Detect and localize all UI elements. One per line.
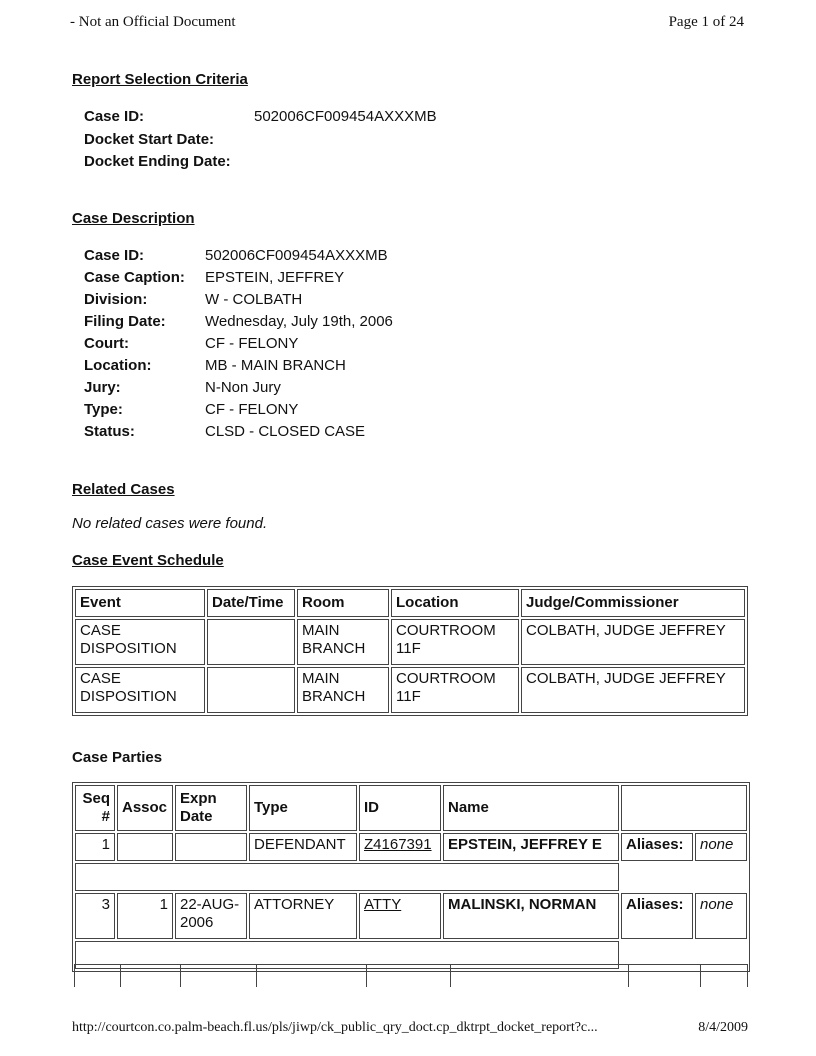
- table-row: [75, 833, 747, 861]
- col-header-event: Event: [75, 589, 205, 617]
- field-label: Filing Date:: [84, 313, 166, 330]
- case-event-schedule-heading: Case Event Schedule: [72, 552, 224, 569]
- field-label: Location:: [84, 357, 152, 374]
- case-description-heading: Case Description: [72, 210, 195, 227]
- datetime-cell: [207, 619, 295, 665]
- location-cell: COURTROOM 11F: [391, 619, 519, 665]
- cd-row: [84, 355, 346, 377]
- field-value: MB - MAIN BRANCH: [205, 357, 346, 374]
- cell-divider: [700, 965, 701, 987]
- cd-row: [84, 421, 365, 443]
- party-name-cell: EPSTEIN, JEFFREY E: [443, 833, 619, 861]
- field-value: CF - FELONY: [205, 401, 299, 418]
- aliases-label-cell: Aliases:: [621, 833, 693, 861]
- col-header-type: Type: [249, 785, 357, 831]
- expn-date-cell: [175, 833, 247, 861]
- cell-divider: [180, 965, 181, 987]
- cd-row: [84, 267, 344, 289]
- col-header-assoc: Assoc: [117, 785, 173, 831]
- field-label: Docket Start Date:: [84, 131, 215, 148]
- party-id-link[interactable]: ATTY: [359, 893, 441, 939]
- related-cases-heading: Related Cases: [72, 481, 175, 498]
- table-row-cutoff: [74, 964, 748, 987]
- case-parties-table: [72, 782, 750, 972]
- expn-date-cell: 22-AUG-2006: [175, 893, 247, 939]
- field-label: Case ID:: [84, 108, 145, 125]
- col-header-datetime: Date/Time: [207, 589, 295, 617]
- field-label: Type:: [84, 401, 123, 418]
- rsc-docket-end-row: [84, 153, 254, 171]
- col-header-room: Room: [297, 589, 389, 617]
- field-label: Status:: [84, 423, 135, 440]
- footer-date: 8/4/2009: [698, 1020, 748, 1035]
- event-cell: CASE DISPOSITION: [75, 619, 205, 665]
- judge-cell: COLBATH, JUDGE JEFFREY: [521, 667, 745, 713]
- table-row: [75, 893, 747, 939]
- page-number: Page 1 of 24: [668, 14, 744, 30]
- cell-divider: [120, 965, 121, 987]
- col-header-location: Location: [391, 589, 519, 617]
- party-name-cell: MALINSKI, NORMAN: [443, 893, 619, 939]
- room-cell: MAIN BRANCH: [297, 667, 389, 713]
- rsc-docket-start-row: [84, 131, 254, 149]
- col-header-expn-date: Expn Date: [175, 785, 247, 831]
- cell-divider: [628, 965, 629, 987]
- judge-cell: COLBATH, JUDGE JEFFREY: [521, 619, 745, 665]
- event-schedule-table: [72, 586, 748, 716]
- location-cell: COURTROOM 11F: [391, 667, 519, 713]
- seq-cell: 3: [75, 893, 115, 939]
- cd-row: [84, 333, 298, 355]
- case-parties-heading: Case Parties: [72, 749, 163, 766]
- cd-row: [84, 399, 298, 421]
- field-label: Jury:: [84, 379, 121, 396]
- spacer-cell: [75, 863, 619, 891]
- field-value: Wednesday, July 19th, 2006: [205, 313, 393, 330]
- table-header-row: [75, 785, 747, 831]
- field-label: Case Caption:: [84, 269, 185, 286]
- rsc-case-id-row: [84, 108, 437, 126]
- datetime-cell: [207, 667, 295, 713]
- cd-row: [84, 245, 388, 267]
- cd-row: [84, 377, 281, 399]
- cell-divider: [747, 965, 748, 987]
- field-label: Court:: [84, 335, 129, 352]
- aliases-value-cell: none: [695, 893, 747, 939]
- report-selection-heading: Report Selection Criteria: [72, 71, 248, 88]
- field-value: 502006CF009454AXXXMB: [254, 108, 437, 125]
- field-value: N-Non Jury: [205, 379, 281, 396]
- col-header-seq: Seq #: [75, 785, 115, 831]
- cd-row: [84, 311, 393, 333]
- cd-row: [84, 289, 302, 311]
- col-header-judge: Judge/Commissioner: [521, 589, 745, 617]
- related-cases-message: No related cases were found.: [72, 515, 268, 532]
- table-header-row: [75, 589, 745, 617]
- aliases-value-cell: none: [695, 833, 747, 861]
- type-cell: DEFENDANT: [249, 833, 357, 861]
- field-value: W - COLBATH: [205, 291, 303, 308]
- field-value: 502006CF009454AXXXMB: [205, 247, 388, 264]
- col-header-name: Name: [443, 785, 619, 831]
- event-cell: CASE DISPOSITION: [75, 667, 205, 713]
- assoc-cell: [117, 833, 173, 861]
- table-row: [75, 619, 745, 665]
- table-row: [75, 667, 745, 713]
- field-value: CLSD - CLOSED CASE: [205, 423, 366, 440]
- col-header-aliases-empty: [621, 785, 747, 831]
- cell-divider: [366, 965, 367, 987]
- cell-divider: [450, 965, 451, 987]
- room-cell: MAIN BRANCH: [297, 619, 389, 665]
- field-value: CF - FELONY: [205, 335, 299, 352]
- footer-url: http://courtcon.co.palm-beach.fl.us/pls/jiwp/ck_public_qry_doct.cp_dktrpt_docket_report?c...: [72, 1020, 598, 1035]
- party-id-link[interactable]: Z4167391: [359, 833, 441, 861]
- type-cell: ATTORNEY: [249, 893, 357, 939]
- field-label: Docket Ending Date:: [84, 153, 231, 170]
- header-left-text: - Not an Official Document: [70, 14, 236, 30]
- assoc-cell: 1: [117, 893, 173, 939]
- table-row-spacer: [75, 863, 747, 891]
- field-value: EPSTEIN, JEFFREY: [205, 269, 345, 286]
- spacer-cell: [621, 863, 747, 891]
- field-label: Case ID:: [84, 247, 145, 264]
- col-header-id: ID: [359, 785, 441, 831]
- cell-divider: [256, 965, 257, 987]
- aliases-label-cell: Aliases:: [621, 893, 693, 939]
- seq-cell: 1: [75, 833, 115, 861]
- field-label: Division:: [84, 291, 148, 308]
- cell-divider: [74, 965, 75, 987]
